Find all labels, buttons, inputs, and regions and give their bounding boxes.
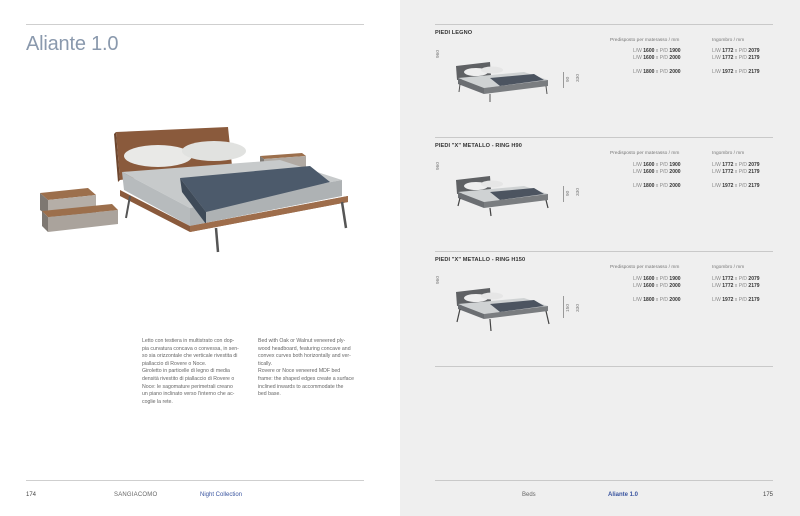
variant-rule-end (435, 366, 773, 367)
nightstand-left (40, 188, 118, 232)
variant-rule (435, 137, 773, 138)
footer-product: Aliante 1.0 (608, 492, 639, 498)
variant-title: PIEDI LEGNO (435, 30, 473, 36)
overall-size-row: L/W 1972 x P/D 2179 (712, 69, 760, 75)
overall-header: Ingombro / mm (712, 38, 745, 43)
overall-size-row: L/W 1772 x P/D 2079 (712, 162, 760, 168)
overall-size-row: L/W 1972 x P/D 2179 (712, 183, 760, 189)
description-english: Bed with Oak or Walnut veneered ply- wood headboard, featuring concave and convex curves both horizontally and ver- tically. Rovere or Noce veneered MDF bed frame: the shaped edges create a surface inclined inwards to accommodate the bed base. (258, 338, 355, 398)
overall-size-row: L/W 1772 x P/D 2179 (712, 283, 760, 289)
footer-collection-link[interactable]: Night Collection (200, 492, 243, 498)
overall-size-row: L/W 1772 x P/D 2179 (712, 169, 760, 175)
page-number-right: 175 (763, 492, 774, 498)
variant-rule (435, 24, 773, 25)
mattress-header: Predisposto per materasso / mm (610, 151, 680, 156)
footer-brand: SANGIACOMO (114, 492, 158, 498)
height-label: 960 (436, 275, 441, 284)
mattress-size-row: L/W 1800 x P/D 2000 (633, 69, 681, 75)
overall-size-row: L/W 1772 x P/D 2079 (712, 48, 760, 54)
leg-height: 150 (566, 303, 571, 312)
overall-size-row: L/W 1972 x P/D 2179 (712, 297, 760, 303)
mattress-header: Predisposto per materasso / mm (610, 265, 680, 270)
total-height: 330 (576, 303, 581, 312)
mattress-size-row: L/W 1600 x P/D 1900 (633, 276, 681, 282)
bed-thumb-metal-h90 (450, 170, 555, 218)
hero-bed-image (30, 120, 360, 260)
bottom-rule-left (26, 480, 364, 481)
page-title: Aliante 1.0 (26, 33, 119, 55)
variant-rule (435, 251, 773, 252)
overall-size-row: L/W 1772 x P/D 2079 (712, 276, 760, 282)
total-height: 330 (576, 73, 581, 82)
height-label: 960 (436, 161, 441, 170)
mattress-size-row: L/W 1800 x P/D 2000 (633, 297, 681, 303)
leg-height: 90 (566, 76, 571, 82)
variant-title: PIEDI "X" METALLO - RING H150 (435, 257, 526, 263)
variant-title: PIEDI "X" METALLO - RING H90 (435, 143, 522, 149)
bottom-rule-right (435, 480, 773, 481)
leg-height-marker (563, 72, 564, 88)
overall-size-row: L/W 1772 x P/D 2179 (712, 55, 760, 61)
description-italian: Letto con testiera in multistrato con dop- pia curvatura concava o convessa, in sen- so sia orizzontale che verticale rivestita di piallaccio di Rovere o Noce. Giroletto in particelle di legno di media densità rivestito di piallaccio di Rovere o Noce: le sagomature perimetrali creano un piano inclinato verso l'interno che ac- coglie la rete. (142, 338, 239, 405)
mattress-size-row: L/W 1600 x P/D 2000 (633, 283, 681, 289)
top-rule-left (26, 24, 364, 25)
mattress-size-row: L/W 1600 x P/D 2000 (633, 169, 681, 175)
height-label: 960 (436, 49, 441, 58)
bed-thumb-metal-h150 (450, 284, 555, 332)
overall-header: Ingombro / mm (712, 151, 745, 156)
leg-height-marker (563, 296, 564, 318)
mattress-header: Predisposto per materasso / mm (610, 38, 680, 43)
total-height: 330 (576, 187, 581, 196)
footer-category-link[interactable]: Beds (522, 492, 536, 498)
leg-height: 90 (566, 190, 571, 196)
bed-thumb-wood-legs (450, 56, 555, 104)
page-number-left: 174 (26, 492, 37, 498)
mattress-size-row: L/W 1600 x P/D 1900 (633, 48, 681, 54)
mattress-size-row: L/W 1600 x P/D 1900 (633, 162, 681, 168)
overall-header: Ingombro / mm (712, 265, 745, 270)
leg-height-marker (563, 186, 564, 202)
mattress-size-row: L/W 1600 x P/D 2000 (633, 55, 681, 61)
mattress-size-row: L/W 1800 x P/D 2000 (633, 183, 681, 189)
